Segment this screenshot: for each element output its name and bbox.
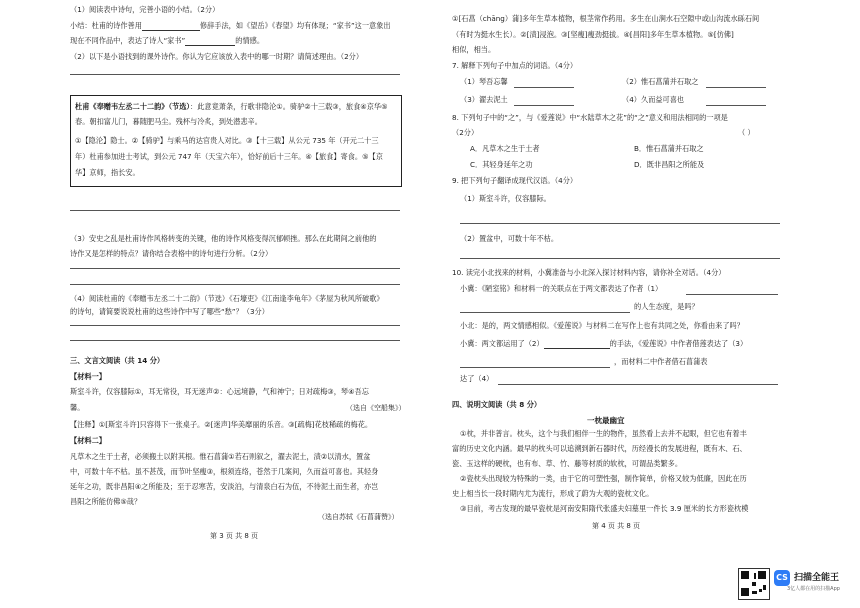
article-p3-line-1: ③目前，考古发现的最早瓷枕是河南安阳隋代张盛夫妇墓里一件长 3.9 厘米的长方形瓷枕模 (460, 504, 749, 513)
q8-option-d: D．既非昌阳之所能及 (634, 160, 705, 169)
dialog-text-a: 小冀：两文都运用了（2） (460, 339, 544, 348)
material-1-source: （选自《空船集》） (346, 404, 406, 412)
answer-line[interactable] (514, 87, 574, 88)
q9-item-1: （1）斯室斗许，仅容膝际。 (460, 194, 551, 203)
article-p1-line-3: 瓷、玉这样的硬枕，也有布、草、竹、藤等材质的软枕，可谓品类繁多。 (452, 459, 683, 468)
dialog-line-4: ，而材料二中作者借石菖蒲表 (614, 357, 708, 366)
note-line-3: 相似，相当。 (452, 45, 496, 54)
q8-option-b: B．惟石菖蒲并石取之 (634, 144, 704, 153)
exam-page-4 (452, 0, 797, 560)
section-3-heading: 三、文言文阅读（共 14 分） (70, 356, 165, 365)
note-line-1: ①[石菖（chāng）蒲]多年生草本植物，根茎常作药用。多生在山涧水石空隙中或山沟流水砾石间 (452, 14, 760, 23)
poem-note-1: ①【隐沦】隐士。②【骑驴】与乘马的达官贵人对比。③【十三载】从公元 735 年（开元二十三 (75, 136, 379, 145)
poem-line-1 (75, 102, 388, 112)
question-10: 10. 读完小北找来的材料，小冀准备与小北深入探讨材料内容，请你补全对话。（4分） (452, 268, 726, 277)
q1-summary-text-d: 的情感。 (235, 36, 265, 45)
material-1-line-1: 斯室斗许，仅容膝际①，耳无常役，耳无迷声②：心远境静，气和神宁；日对疏梅③，琴④吾忘 (70, 387, 369, 396)
answer-blank[interactable] (185, 37, 235, 46)
answer-paren[interactable]: （ ） (738, 128, 755, 137)
q1-summary-line-2 (70, 36, 264, 46)
answer-line[interactable] (70, 268, 400, 269)
dialog-line-1: 小冀：《陋室铭》和材料一的关联点在于两文都表达了作者（1） (460, 284, 663, 293)
q8-option-c: C．其轻身延年之功 (470, 160, 533, 169)
question-1: （1）阅读表中诗句，完善小语的小结。（2分） (70, 5, 220, 14)
material-2-source: （选自苏轼《石菖蒲赞》） (318, 513, 399, 521)
poem-title: 杜甫《奉赠韦左丞二十二韵》（节选） (75, 102, 190, 111)
material-2-line-1: 凡草木之生于土者，必须搬土以附其根。惟石菖蒲①若石则叙之，濯去泥土，渍②以清水，置盆 (70, 452, 371, 461)
q9-item-2: （2）置盆中，可数十年不枯。 (460, 234, 559, 243)
poem-note-2: 年）杜甫参加进士考试，到公元 747 年（天宝六年），恰好前后十三年。④【旅食】寄食。⑤【京 (75, 152, 383, 161)
answer-line[interactable] (70, 74, 400, 75)
material-1-label: 【材料一】 (70, 372, 106, 381)
poem-line-2: 春。朝扣富儿门，暮随肥马尘。残杯与冷炙，到处潜悲辛。 (75, 117, 262, 126)
poem-box (70, 95, 402, 187)
material-2-line-2: 中，可数十年不枯。虽不甚茂，而节叶坚瘦③，根须连络，苍然于几案间，久而益可喜也。其轻身 (70, 467, 379, 476)
answer-line[interactable] (460, 312, 630, 313)
qr-code-icon (738, 568, 770, 600)
scanner-tagline: 3亿人都在用的扫描App (787, 586, 840, 592)
poem-text-1: ：此意竟萧条，行歌非隐沦①。骑驴②十三载③，旅食④京华⑤ (190, 102, 388, 111)
dialog-line-3 (460, 339, 747, 349)
section-4-heading: 四、说明文阅读（共 8 分） (452, 400, 542, 409)
answer-blank[interactable] (142, 22, 200, 31)
answer-line[interactable] (70, 340, 400, 341)
q1-summary-text-b: 修辞手法，如《望岳》《春望》均有体现；“家书”这一意象出 (199, 21, 391, 30)
question-9: 9. 把下列句子翻译成现代汉语。（4分） (452, 176, 578, 185)
answer-line[interactable] (70, 284, 400, 285)
dialog-text-b: 的手法，《爱莲说》中作者借莲表达了（3） (609, 339, 748, 348)
answer-line[interactable] (706, 87, 766, 88)
question-8-line-2: （2分） (452, 128, 479, 137)
question-3-line-2: 诗作又是怎样的特点？请你结合表格中的诗句进行分析。（2分） (70, 249, 273, 258)
q1-summary-line-1 (70, 21, 391, 31)
q1-summary-text-a: 小结：杜甫的诗作善用 (70, 21, 142, 30)
article-title: 一枕最幽宜 (587, 416, 625, 425)
page-number: 第 3 页 共 8 页 (210, 532, 259, 540)
question-7: 7. 解释下列句子中加点的词语。（4分） (452, 61, 578, 70)
article-p1-line-1: ①枕，并非普言。枕头，这个与我们相伴一生的物件，虽然看上去并不起眼，但它也有着丰 (460, 429, 747, 438)
answer-line[interactable] (460, 367, 610, 368)
material-2-label: 【材料二】 (70, 436, 106, 445)
scanner-app-name: 扫描全能王 (794, 573, 840, 583)
answer-line[interactable] (460, 258, 780, 259)
page-number: 第 4 页 共 8 页 (592, 522, 641, 530)
answer-line[interactable] (686, 294, 778, 295)
answer-line[interactable] (70, 325, 400, 326)
exam-page-3 (70, 0, 415, 560)
material-1-line-2: 馨。 (70, 403, 85, 412)
scanner-logo-icon: CS (774, 570, 790, 586)
answer-line[interactable] (514, 105, 574, 106)
poem-note-3: 华】京师，指长安。 (75, 168, 140, 177)
question-3-line-1: （3）安史之乱是杜甫诗作风格转变的关键，他的诗作风格变得沉郁顿挫。那么在此期间之前他的 (70, 234, 377, 243)
article-p1-line-2: 富的历史文化内涵。最早的枕头可以追溯到新石器时代，历经漫长的发展进程，既有木、石、 (452, 444, 747, 453)
material-2-line-3: 延年之功，既非昌阳④之所能及；至于忍寒苦，安淡泊，与清泉白石为伍，不待泥土而生者，亦岂 (70, 482, 379, 491)
article-p2-line-2: 史上相当长一段时期内尤为流行，形成了蔚为大观的瓷枕文化。 (452, 489, 654, 498)
answer-line[interactable] (70, 210, 400, 211)
answer-blank[interactable] (544, 340, 610, 349)
q7-item-4: （4）久而益可喜也 (622, 95, 685, 104)
question-2: （2）以下是小语找到的课外诗作。你认为它应该放入表中的哪一时期？请简述理由。（2分） (70, 52, 364, 61)
material-1-note: 【注释】①[斯室斗许]只容得下一张桌子。②[迷声]华美靡丽的乐音。③[疏梅]花枝稀疏的梅花。 (70, 420, 373, 429)
answer-line[interactable] (706, 105, 766, 106)
answer-line[interactable] (460, 223, 780, 224)
question-8-line-1: 8. 下列句子中的“之”，与《爱莲说》中“水陆草木之花”的“之”意义和用法相同的一项是 (452, 113, 728, 122)
note-line-2: （有时为挺水生长）。②[渍]浸泡。③[坚瘦]瘦劲挺拔。④[昌阳]多年生草本植物。⑤[仿佛] (452, 30, 734, 39)
dialog-line-2: 小北：是的，两文情感相似。《爱莲说》与材料二在写作上也有共同之处，你看由来了吗？ (460, 321, 744, 330)
q8-option-a: A．凡草木之生于土者 (470, 144, 540, 153)
article-p2-line-1: ②瓷枕头出现较为特殊的一类，由于它的可塑性强，制作简单，价格又较为低廉，因此在历 (460, 474, 747, 483)
answer-line[interactable] (498, 384, 778, 385)
dialog-line-5: 达了（4） (460, 374, 494, 383)
q7-item-1: （1）琴吾忘馨 (460, 77, 508, 86)
q7-item-2: （2）惟石菖蒲并石取之 (622, 77, 699, 86)
dialog-line-1-end: 的人生态度，是吗？ (634, 302, 699, 311)
question-4-line-2: 的诗句，请简要说说杜甫的这些诗作中写了哪些“愁”？（3分） (70, 307, 269, 316)
q1-summary-text-c: 现在不同作品中，表达了诗人“家书” (70, 36, 186, 45)
question-4-line-1: （4）阅读杜甫的《奉赠韦左丞二十二韵》（节选）《石壕吏》《江南逢李龟年》《茅屋为秋风所破歌》 (70, 294, 384, 303)
material-2-line-4: 昌阳之所能仿佛⑤哉？ (70, 497, 142, 506)
q7-item-3: （3）濯去泥土 (460, 95, 508, 104)
